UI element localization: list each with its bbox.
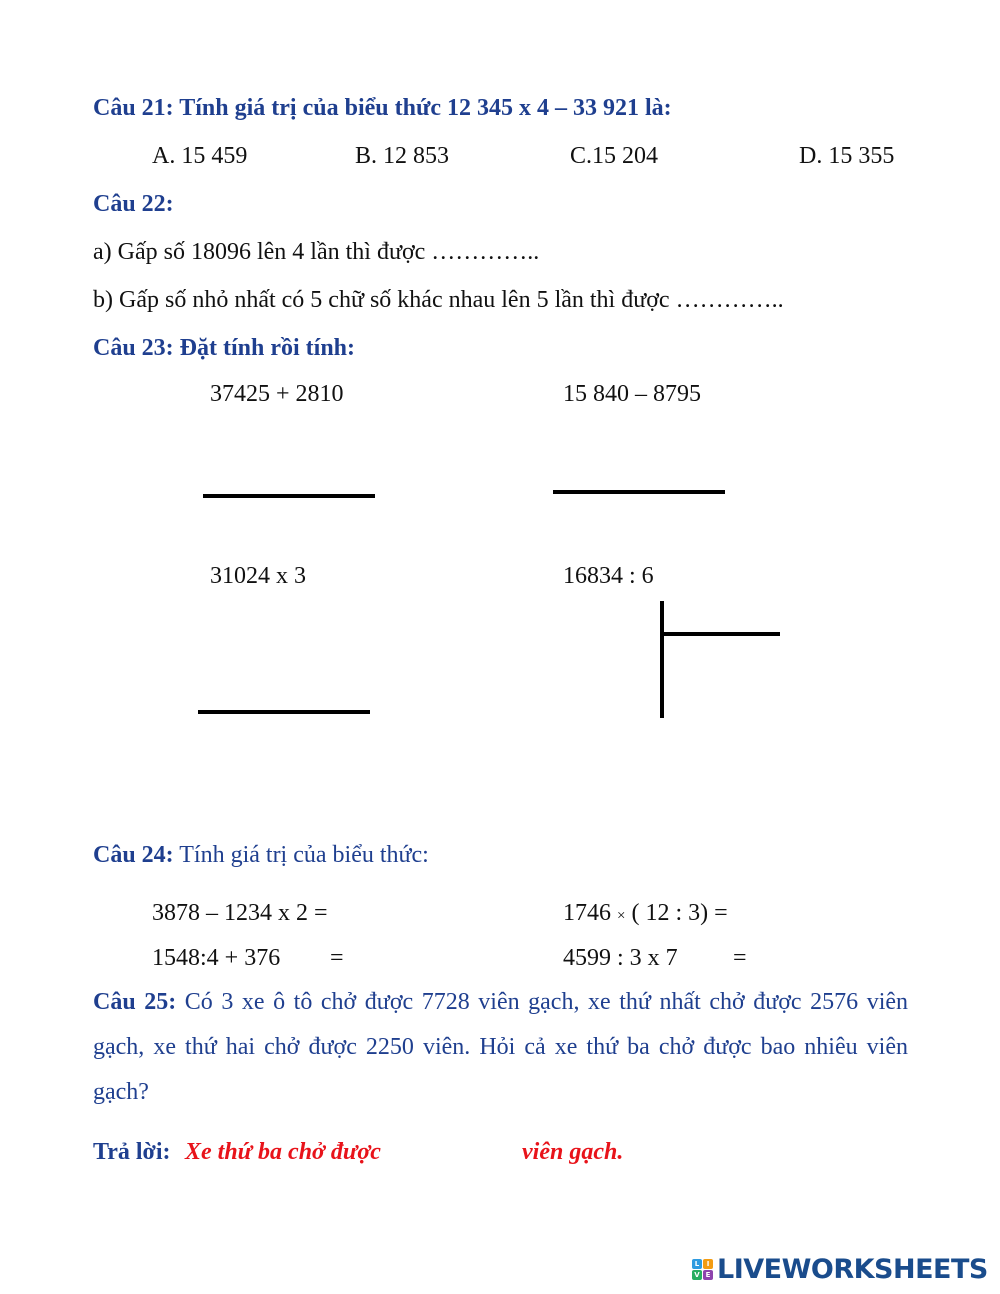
q25-text: Có 3 xe ô tô chở được 7728 viên gạch, xe thứ nhất chở được 2576 viên gạch, xe thứ hai chở được 2250 viên. Hỏi cả xe thứ ba chở được bao nhiêu viên gạch? [93, 989, 909, 1105]
q22-part-a: a) Gấp số 18096 lên 4 lần thì được ………….. [93, 239, 540, 265]
logo-mark-l: L [692, 1259, 702, 1269]
q24-expr-4: 4599 : 3 x 7 [563, 945, 678, 971]
liveworksheets-logo [692, 1254, 988, 1284]
logo-mark-icon [692, 1259, 713, 1280]
q23-op-addition: 37425 + 2810 [210, 381, 344, 407]
q21-option-c[interactable]: C.15 204 [570, 143, 659, 169]
subtraction-result-line [553, 490, 725, 494]
q23-op-subtraction: 15 840 – 8795 [563, 381, 701, 407]
q24-expr-3: 1548:4 + 376 [152, 945, 281, 971]
q22-part-b: b) Gấp số nhỏ nhất có 5 chữ số khác nhau lên 5 lần thì được ………….. [93, 287, 784, 313]
q24-expr-2-b: ( 12 : 3) = [631, 900, 728, 926]
q24-expr-2-a: 1746 [563, 900, 611, 926]
q22-label: Câu 22: [93, 191, 174, 217]
logo-mark-v: V [692, 1270, 702, 1280]
q24-text: Tính giá trị của biểu thức: [179, 842, 429, 868]
addition-result-line [203, 494, 375, 498]
q23-op-division: 16834 : 6 [563, 563, 654, 589]
logo-mark-e: E [703, 1270, 713, 1280]
q24-label: Câu 24: [93, 842, 174, 868]
answer-label: Trả lời: [93, 1139, 171, 1165]
answer-text-part1: Xe thứ ba chở được [185, 1139, 381, 1165]
q24-heading [93, 840, 429, 870]
q21-heading [93, 93, 672, 123]
times-symbol: × [617, 908, 626, 924]
q23-op-multiplication: 31024 x 3 [210, 563, 306, 589]
q23-label: Câu 23: [93, 335, 174, 361]
q21-label: Câu 21: [93, 95, 174, 121]
q21-option-d[interactable]: D. 15 355 [799, 143, 895, 169]
logo-mark-i: I [703, 1259, 713, 1269]
q24-expr-3-equals: = [330, 945, 344, 971]
q21-option-a[interactable]: A. 15 459 [152, 143, 248, 169]
q25-paragraph [93, 980, 908, 1115]
q24-expr-2 [563, 898, 728, 931]
q24-expr-4-equals: = [733, 945, 747, 971]
answer-text-part2: viên gạch. [522, 1139, 624, 1165]
division-vertical-line [660, 601, 664, 718]
q21-option-b[interactable]: B. 12 853 [355, 143, 450, 169]
logo-text: LIVEWORKSHEETS [717, 1253, 988, 1285]
q24-expr-1: 3878 – 1234 x 2 = [152, 900, 328, 926]
division-horizontal-line [664, 632, 780, 636]
q21-text: Tính giá trị của biểu thức 12 345 x 4 – 33 921 là: [179, 95, 672, 121]
q23-heading [93, 333, 355, 363]
q23-text: Đặt tính rồi tính: [179, 335, 356, 361]
multiplication-result-line [198, 710, 370, 714]
q25-label: Câu 25: [93, 989, 177, 1015]
